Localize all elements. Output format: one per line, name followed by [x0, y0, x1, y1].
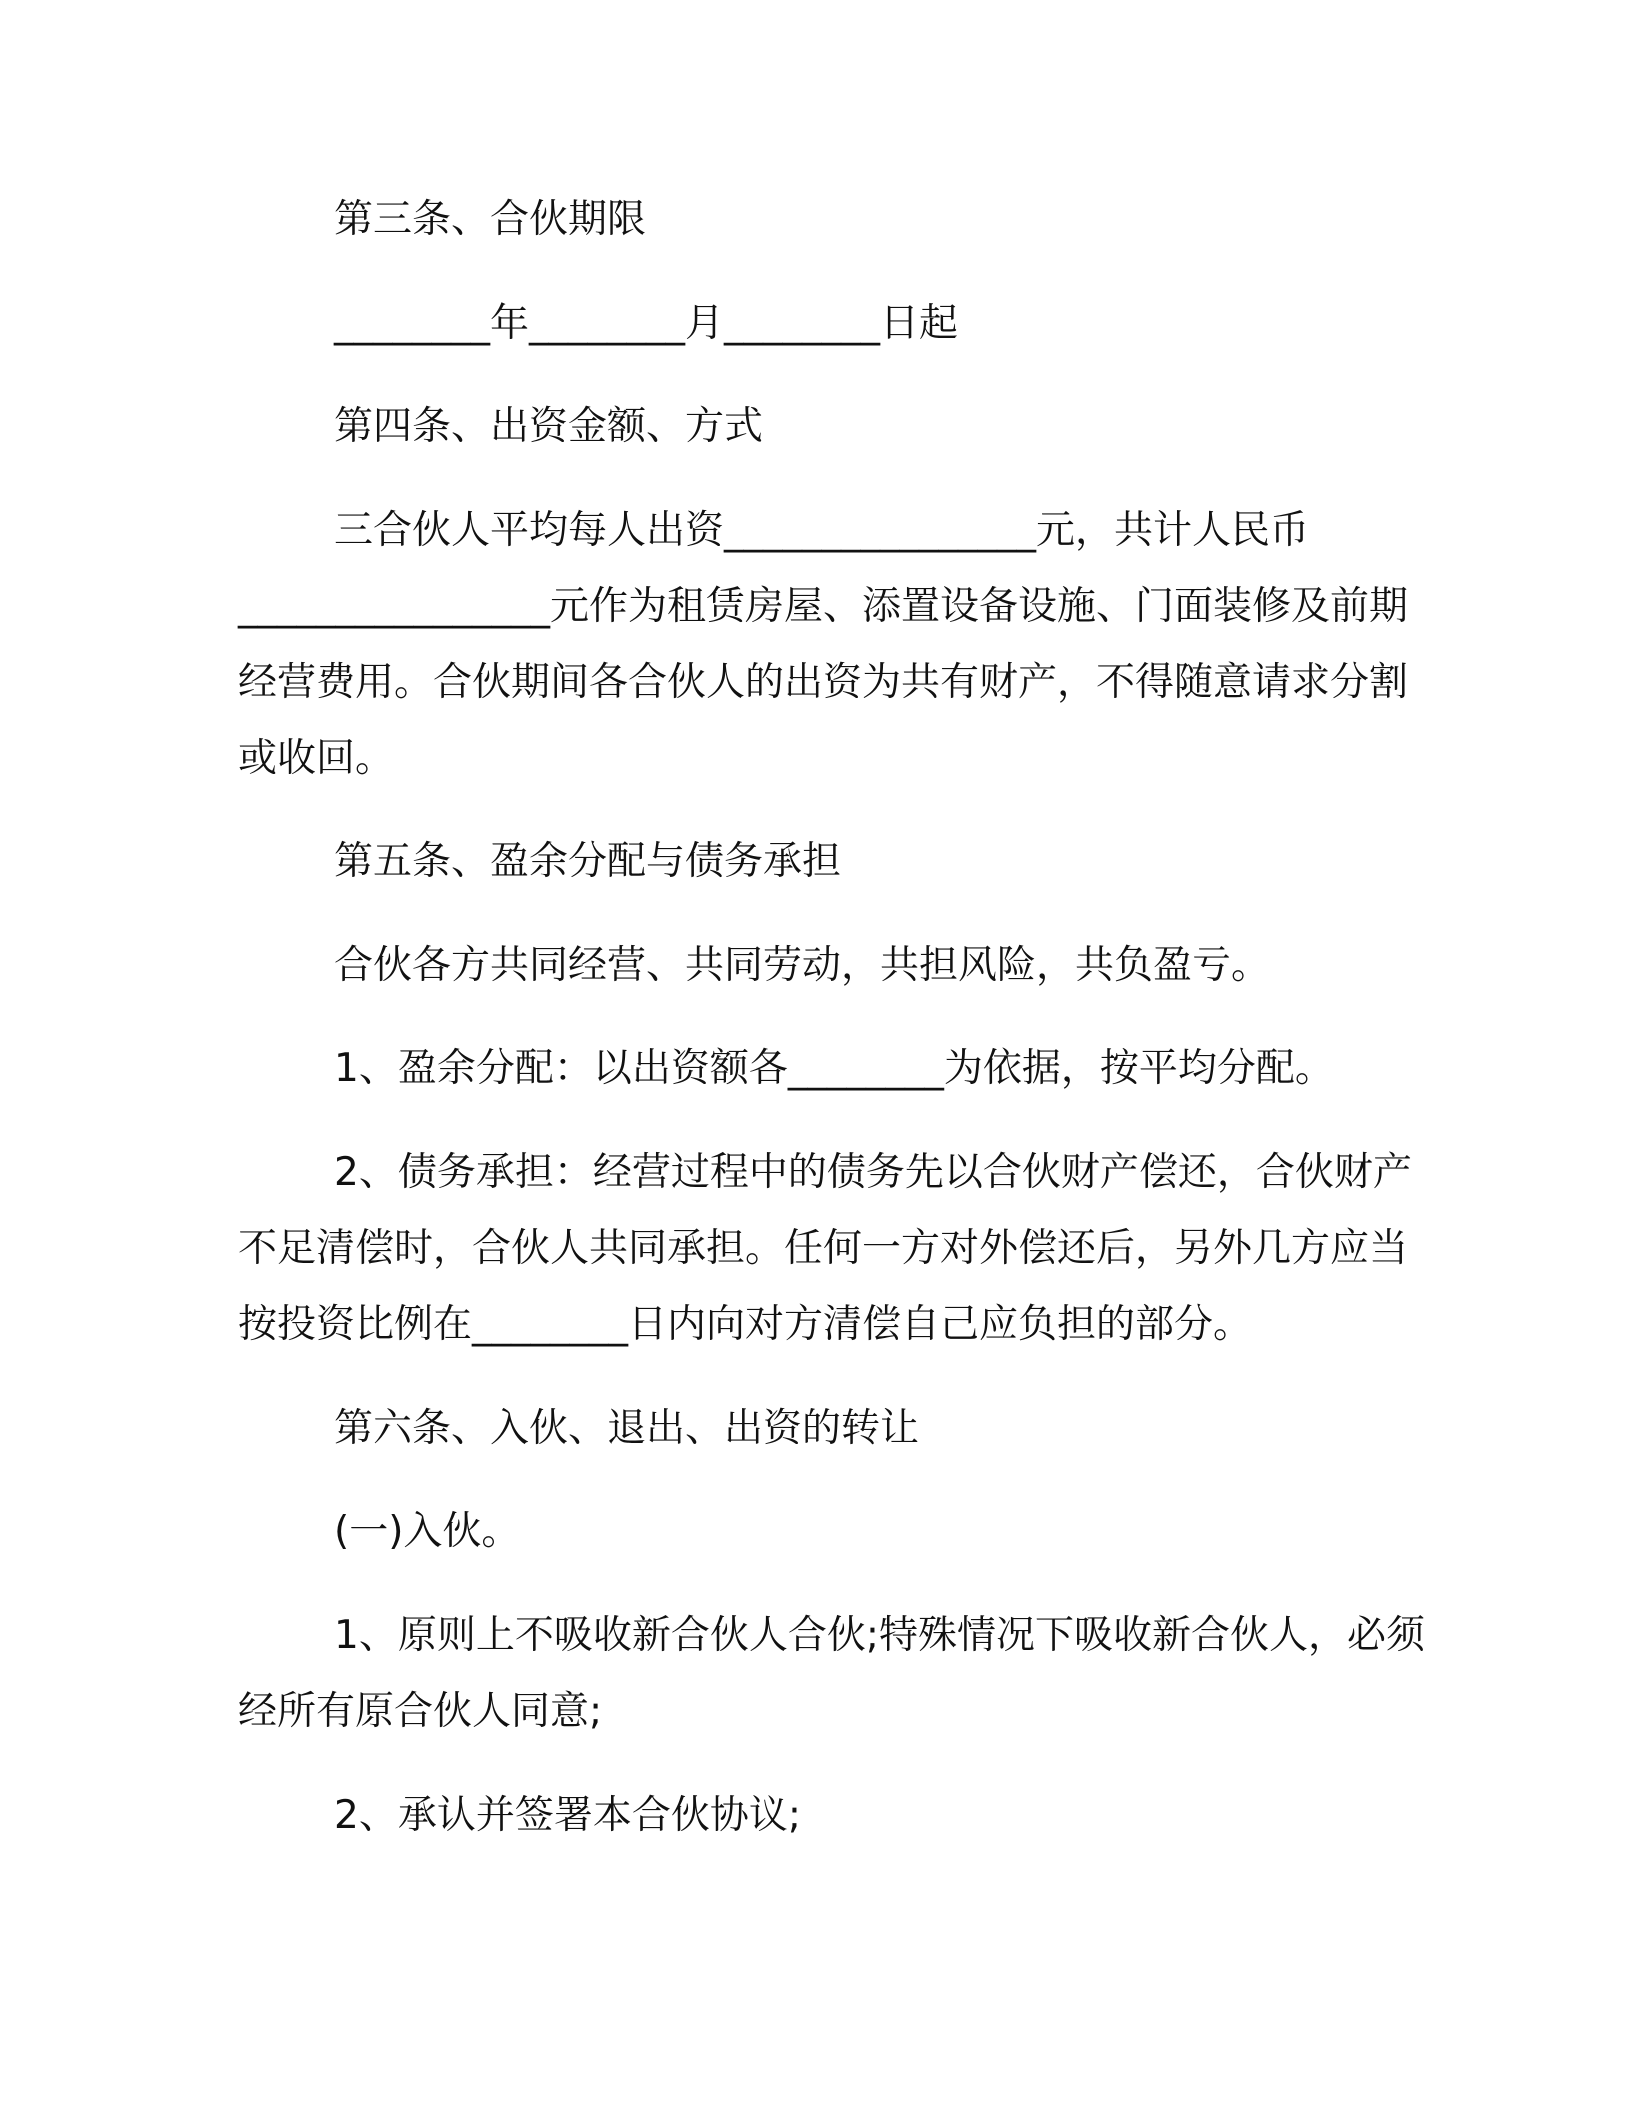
article4-heading: 第四条、出资金额、方式	[334, 404, 764, 449]
article5-item-1: 1、盈余分配：以出资额各________为依据，按平均分配。	[334, 1046, 1334, 1091]
article4-paragraph-line-2: ________________元作为租赁房屋、添置设备设施、门面装修及前期	[238, 584, 1409, 629]
article5-item-2-line-2: 不足清偿时，合伙人共同承担。任何一方对外偿还后，另外几方应当	[238, 1226, 1409, 1271]
article5-item-2-line-3: 按投资比例在________日内向对方清偿自己应负担的部分。	[238, 1302, 1253, 1347]
article3-heading: 第三条、合伙期限	[334, 197, 647, 242]
article6-item-1-line-2: 经所有原合伙人同意;	[238, 1689, 603, 1734]
article6-heading: 第六条、入伙、退出、出资的转让	[334, 1406, 920, 1451]
article6-item-1-line-1: 1、原则上不吸收新合伙人合伙;特殊情况下吸收新合伙人，必须	[334, 1613, 1425, 1658]
article4-paragraph-line-4: 或收回。	[238, 736, 395, 781]
article4-paragraph-line-3: 经营费用。合伙期间各合伙人的出资为共有财产，不得随意请求分割	[238, 660, 1409, 705]
article5-heading: 第五条、盈余分配与债务承担	[334, 839, 842, 884]
article5-item-2-line-1: 2、债务承担：经营过程中的债务先以合伙财产偿还，合伙财产	[334, 1150, 1412, 1195]
article4-paragraph-line-1: 三合伙人平均每人出资________________元，共计人民币	[334, 508, 1310, 553]
article3-date-line: ________年________月________日起	[334, 301, 959, 346]
article5-intro: 合伙各方共同经营、共同劳动，共担风险，共负盈亏。	[334, 943, 1271, 988]
article6-item-2: 2、承认并签署本合伙协议;	[334, 1793, 801, 1838]
article6-subsection-1: (一)入伙。	[334, 1509, 521, 1554]
